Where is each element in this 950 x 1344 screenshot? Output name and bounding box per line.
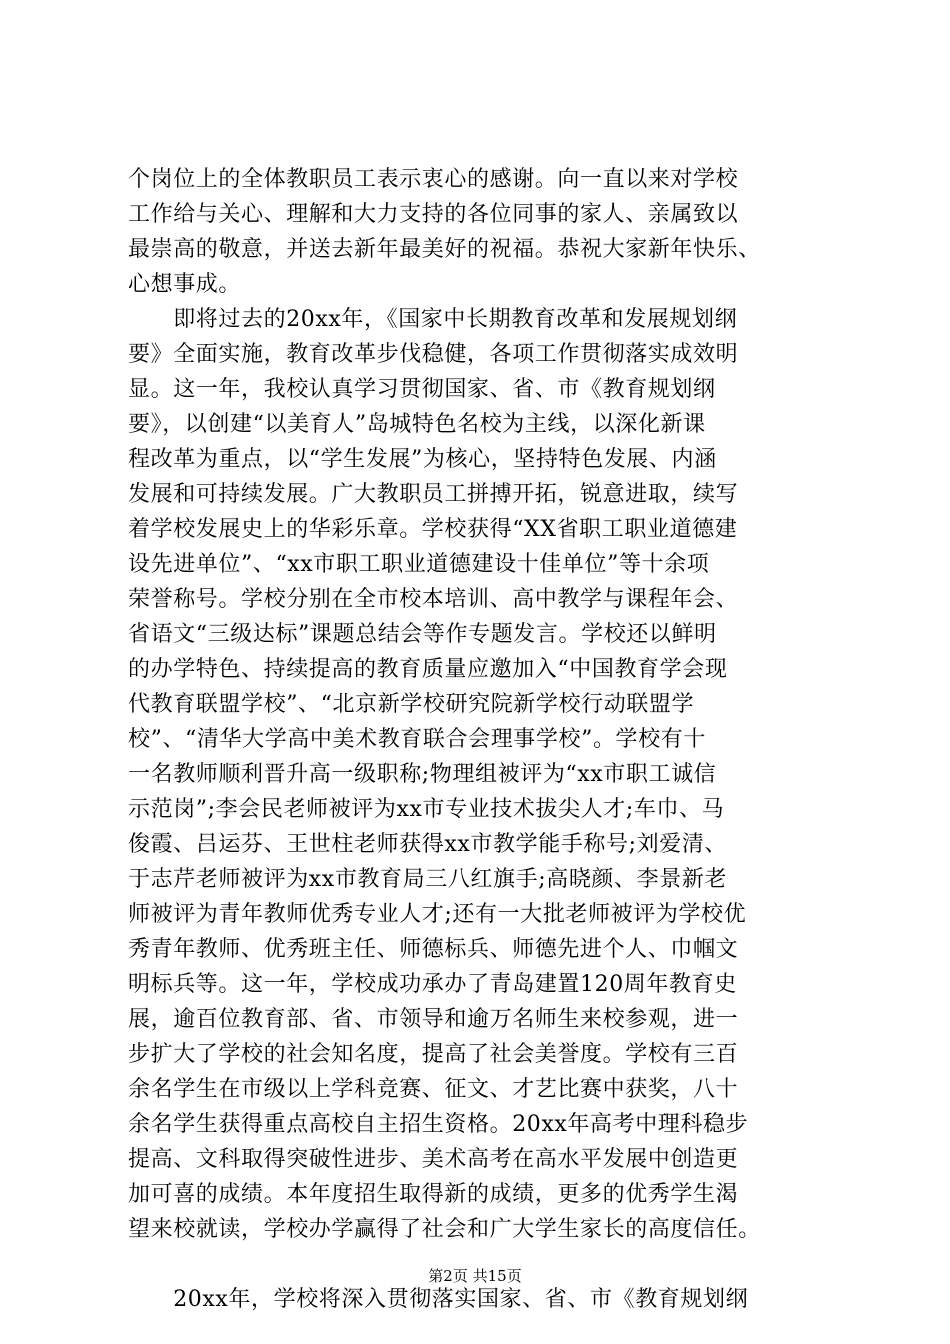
text-line: 俊霞、吕运芬、王世柱老师获得xx市教学能手称号;刘爱清、 [128, 832, 728, 857]
text-line: 余名学生在市级以上学科竞赛、征文、才艺比赛中获奖，八十 [128, 1077, 739, 1102]
text-line: 个岗位上的全体教职员工表示衷心的感谢。向一直以来对学校 [128, 167, 739, 192]
body-text [128, 162, 848, 1317]
text-line: 示范岗”;李会民老师被评为xx市专业技术拔尖人才;车巾、马 [128, 797, 725, 822]
text-line: 余名学生获得重点高校自主招生资格。20xx年高考中理科稳步 [128, 1112, 749, 1137]
text-line: 要》，以创建“以美育人”岛城特色名校为主线，以深化新课 [128, 412, 706, 437]
text-line: 程改革为重点，以“学生发展”为核心，坚持特色发展、内涵 [128, 447, 717, 472]
text-line: 即将过去的20xx年，《国家中长期教育改革和发展规划纲 [128, 307, 738, 332]
text-line: 代教育联盟学校”、“北京新学校研究院新学校行动联盟学 [128, 692, 695, 717]
text-line: 提高、文科取得突破性进步、美术高考在高水平发展中创造更 [128, 1147, 739, 1172]
text-line: 秀青年教师、优秀班主任、师德标兵、师德先进个人、巾帼文 [128, 937, 739, 962]
text-line: 工作给与关心、理解和大力支持的各位同事的家人、亲属致以 [128, 202, 739, 227]
text-line: 20xx年，学校将深入贯彻落实国家、省、市《教育规划纲 [128, 1287, 749, 1312]
text-line: 最崇高的敬意，并送去新年最美好的祝福。恭祝大家新年快乐、 [128, 237, 761, 262]
text-line: 师被评为青年教师优秀专业人才;还有一大批老师被评为学校优 [128, 902, 747, 927]
text-line: 设先进单位”、“xx市职工职业道德建设十佳单位”等十余项 [128, 552, 710, 577]
text-line: 发展和可持续发展。广大教职员工拼搏开拓，锐意进取，续写 [128, 482, 739, 507]
text-line: 望来校就读，学校办学赢得了社会和广大学生家长的高度信任。 [128, 1217, 761, 1242]
text-line: 要》全面实施，教育改革步伐稳健，各项工作贯彻落实成效明 [128, 342, 739, 367]
text-line: 着学校发展史上的华彩乐章。学校获得“XX省职工职业道德建 [128, 517, 738, 542]
text-line: 明标兵等。这一年，学校成功承办了青岛建置120周年教育史 [128, 972, 737, 997]
text-line: 荣誉称号。学校分别在全市校本培训、高中教学与课程年会、 [128, 587, 739, 612]
text-line: 于志芹老师被评为xx市教育局三八红旗手;高晓颜、李景新老 [128, 867, 728, 892]
text-line: 加可喜的成绩。本年度招生取得新的成绩，更多的优秀学生渴 [128, 1182, 739, 1207]
text-line: 心想事成。 [128, 272, 242, 297]
page-number-footer: 第2页 共15页 [428, 1267, 522, 1285]
text-line: 展，逾百位教育部、省、市领导和逾万名师生来校参观，进一 [128, 1007, 739, 1032]
text-line: 一名教师顺利晋升高一级职称;物理组被评为“xx市职工诚信 [128, 762, 717, 787]
text-line: 省语文“三级达标”课题总结会等作专题发言。学校还以鲜明 [128, 622, 717, 647]
text-line: 的办学特色、持续提高的教育质量应邀加入“中国教育学会现 [128, 657, 728, 682]
text-line: 步扩大了学校的社会知名度，提高了社会美誉度。学校有三百 [128, 1042, 739, 1067]
text-line: 校”、“清华大学高中美术教育联合会理事学校”。学校有十 [128, 727, 706, 752]
text-line: 显。这一年，我校认真学习贯彻国家、省、市《教育规划纲 [128, 377, 716, 402]
